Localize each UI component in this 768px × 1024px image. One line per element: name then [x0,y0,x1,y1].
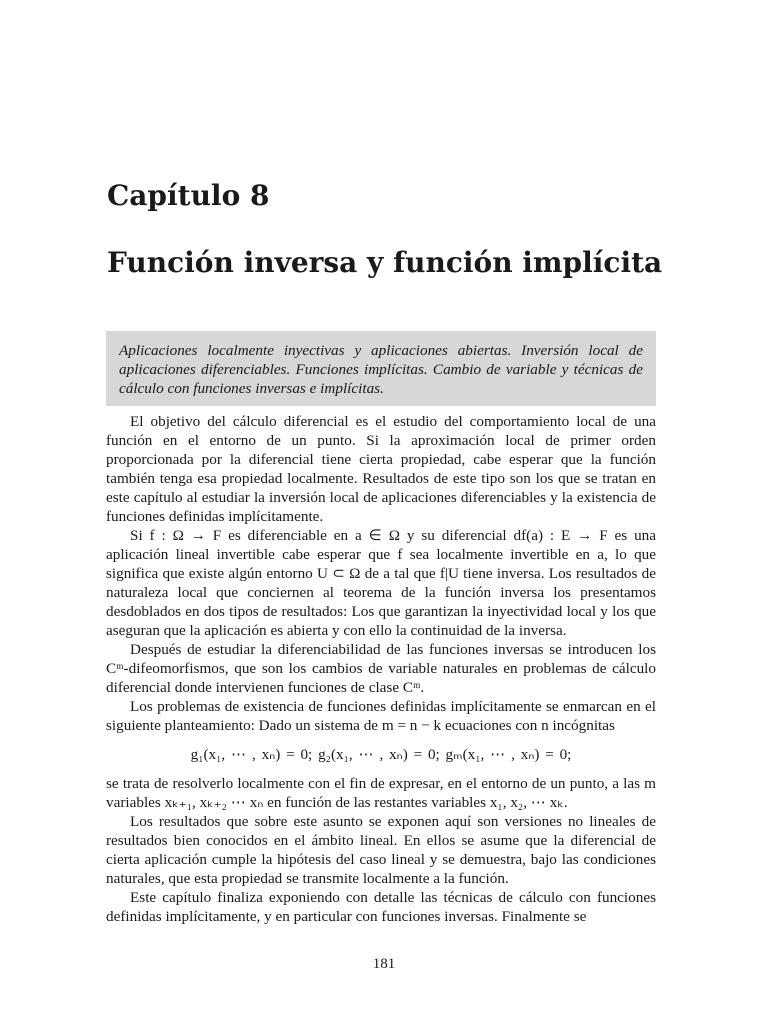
chapter-title: Función inversa y función implícita [107,246,663,279]
page-number: 181 [372,956,396,972]
paragraph-inverse-function: Si f : Ω → F es diferenciable en a ∈ Ω y su diferencial df(a) : E → F es una aplicación lineal invertible cabe esperar que f sea localmente invertible en a, lo que significa que existe algún entorno U ⊂ Ω de a tal que f|U tiene inversa. Los resultados de naturaleza local que conciernen al teorema de la función inversa los presentamos desdoblados en dos tipos de resultados: Los que garantizan la inyectividad local y los que aseguran que la aplicación es abierta y con ello la continuidad de la inversa. [106,527,656,639]
paragraph-diffeomorphisms: Después de estudiar la diferenciabilidad de las funciones inversas se introducen los Cᵐ-difeomorfismos, que son los cambios de variable naturales en problemas de cálculo diferencial donde intervienen funciones de clase Cᵐ. [106,641,656,696]
chapter-label: Capítulo 8 [107,179,270,212]
paragraph-closing: Este capítulo finaliza exponiendo con detalle las técnicas de cálculo con funciones definidas implícitamente, y en particular con funciones inversas. Finalmente se [106,889,656,925]
system-equation: g₁(x₁, ⋯ , xₙ) = 0; g₂(x₁, ⋯ , xₙ) = 0; gₘ(x₁, ⋯ , xₙ) = 0; [190,746,572,763]
chapter-abstract-box [106,331,656,406]
chapter-abstract: Aplicaciones localmente inyectivas y aplicaciones abiertas. Inversión local de aplicaciones diferenciables. Funciones implícitas. Cambio de variable y técnicas de cálculo con funciones inversas e implícitas. [119,342,643,397]
paragraph-intro: El objetivo del cálculo diferencial es el estudio del comportamiento local de una función en el entorno de un punto. Si la aproximación local de primer orden proporcionada por la diferencial tiene cierta propiedad, cabe esperar que la función también tenga esa propiedad localmente. Resultados de este tipo son los que se tratan en este capítulo al estudiar la inversión local de aplicaciones diferenciables y la existencia de funciones definidas implícitamente. [106,413,656,525]
body-text [106,412,656,926]
paragraph-nonlinear-versions: Los resultados que sobre este asunto se exponen aquí son versiones no lineales de resultados bien conocidos en el ámbito lineal. En ellos se asume que la diferencial de cierta aplicación cumple la hipótesis del caso lineal y se demuestra, bajo las condiciones naturales, que esta propiedad se transmite localmente a la función. [106,813,656,887]
paragraph-implicit-setup: Los problemas de existencia de funciones definidas implícitamente se enmarcan en el siguiente planteamiento: Dado un sistema de m = n − k ecuaciones con n incógnitas [106,698,656,734]
paragraph-implicit-goal: se trata de resolverlo localmente con el fin de expresar, en el entorno de un punto, a las m variables xₖ₊₁, xₖ₊₂ ⋯ xₙ en función de las restantes variables x₁, x₂, ⋯ xₖ. [106,775,656,811]
